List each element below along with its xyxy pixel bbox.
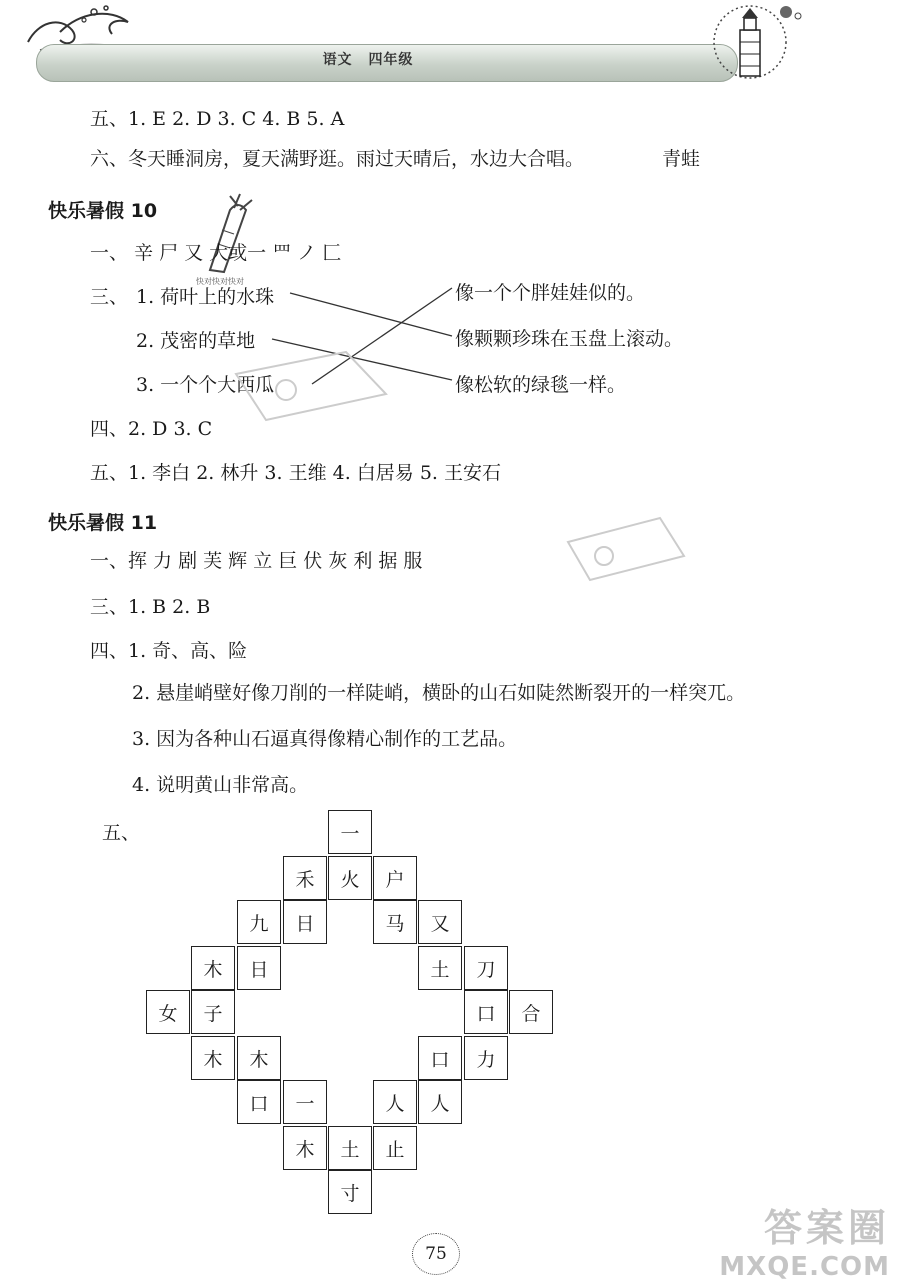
crossword-cell: 子 [191, 990, 235, 1034]
s10-q3-left-3: 3. 一个个大西瓜 [136, 374, 275, 396]
answer-line-6: 六、冬天睡洞房，夏天满野逛。雨过天晴后，水边大合唱。 [90, 148, 585, 170]
crossword-cell: 土 [328, 1126, 372, 1170]
s11-q1: 一、挥 力 剧 芙 辉 立 巨 伏 灰 利 据 服 [90, 550, 423, 572]
crossword-cell: 马 [373, 900, 417, 944]
crossword-cell: 人 [418, 1080, 462, 1124]
crossword-cell: 木 [191, 1036, 235, 1080]
s11-q4-3: 3. 因为各种山石逼真得像精心制作的工艺品。 [132, 728, 518, 750]
crossword-cell: 一 [283, 1080, 327, 1124]
s11-q3: 三、1. B 2. B [90, 596, 211, 618]
stamp-watermark [226, 344, 396, 424]
crossword-cell: 女 [146, 990, 190, 1034]
s10-q3-right-2: 像颗颗珍珠在玉盘上滚动。 [455, 328, 684, 350]
site-watermark-line1: 答案圈 [763, 1206, 890, 1250]
answer-line-6-result: 青蛙 [662, 148, 701, 170]
crossword-cell: 木 [237, 1036, 281, 1080]
section-10-title: 快乐暑假 10 [48, 200, 158, 222]
s10-q3-label: 三、 [90, 286, 129, 308]
crossword-cell: 止 [373, 1126, 417, 1170]
stamp-watermark-2 [560, 512, 690, 584]
crossword-cell: 日 [283, 900, 327, 944]
crossword-cell: 寸 [328, 1170, 372, 1214]
crossword-cell: 人 [373, 1080, 417, 1124]
crossword-cell: 力 [464, 1036, 508, 1080]
crossword-cell: 口 [237, 1080, 281, 1124]
crossword-cell: 火 [328, 856, 372, 900]
crossword-cell: 禾 [283, 856, 327, 900]
s10-q4: 四、2. D 3. C [90, 418, 213, 440]
s11-q4-1: 四、1. 奇、高、险 [90, 640, 248, 662]
crossword-cell: 又 [418, 900, 462, 944]
page-number: 75 [412, 1233, 460, 1275]
crossword-cell: 刀 [464, 946, 508, 990]
crossword-cell: 合 [509, 990, 553, 1034]
watermark-small-text: 快对快对快对 [196, 277, 244, 286]
section-11-title: 快乐暑假 11 [48, 512, 158, 534]
crossword-cell: 口 [464, 990, 508, 1034]
crossword-cell: 一 [328, 810, 372, 854]
s11-q4-4: 4. 说明黄山非常高。 [132, 774, 309, 796]
s11-q4-2: 2. 悬崖峭壁好像刀削的一样陡峭，横卧的山石如陡然断裂开的一样突兀。 [132, 682, 746, 704]
crossword-cell: 户 [373, 856, 417, 900]
s10-q3-right-1: 像一个个胖娃娃似的。 [455, 282, 646, 304]
header-grade: 四年级 [368, 52, 414, 68]
s11-q5-label: 五、 [102, 822, 141, 844]
crossword-cell: 木 [191, 946, 235, 990]
crossword-cell: 九 [237, 900, 281, 944]
answer-line-5: 五、1. E 2. D 3. C 4. B 5. A [90, 108, 345, 130]
s10-q5: 五、1. 李白 2. 林升 3. 王维 4. 白居易 5. 王安石 [90, 462, 501, 484]
s10-q3-left-2: 2. 茂密的草地 [136, 330, 256, 352]
s10-q3-right-3: 像松软的绿毯一样。 [455, 374, 627, 396]
crossword-cell: 日 [237, 946, 281, 990]
header-subject: 语文 [322, 52, 353, 68]
s10-q1: 一、 辛 尸 又 大或一 罒 ノ 匚 [90, 242, 342, 264]
crossword-cell: 土 [418, 946, 462, 990]
matching-lines [0, 0, 900, 420]
site-watermark-line2: MXQE.COM [719, 1252, 890, 1282]
s10-q3-left-1: 1. 荷叶上的水珠 [136, 286, 275, 308]
crossword-cell: 口 [418, 1036, 462, 1080]
crossword-cell: 木 [283, 1126, 327, 1170]
site-watermark [719, 1197, 890, 1282]
